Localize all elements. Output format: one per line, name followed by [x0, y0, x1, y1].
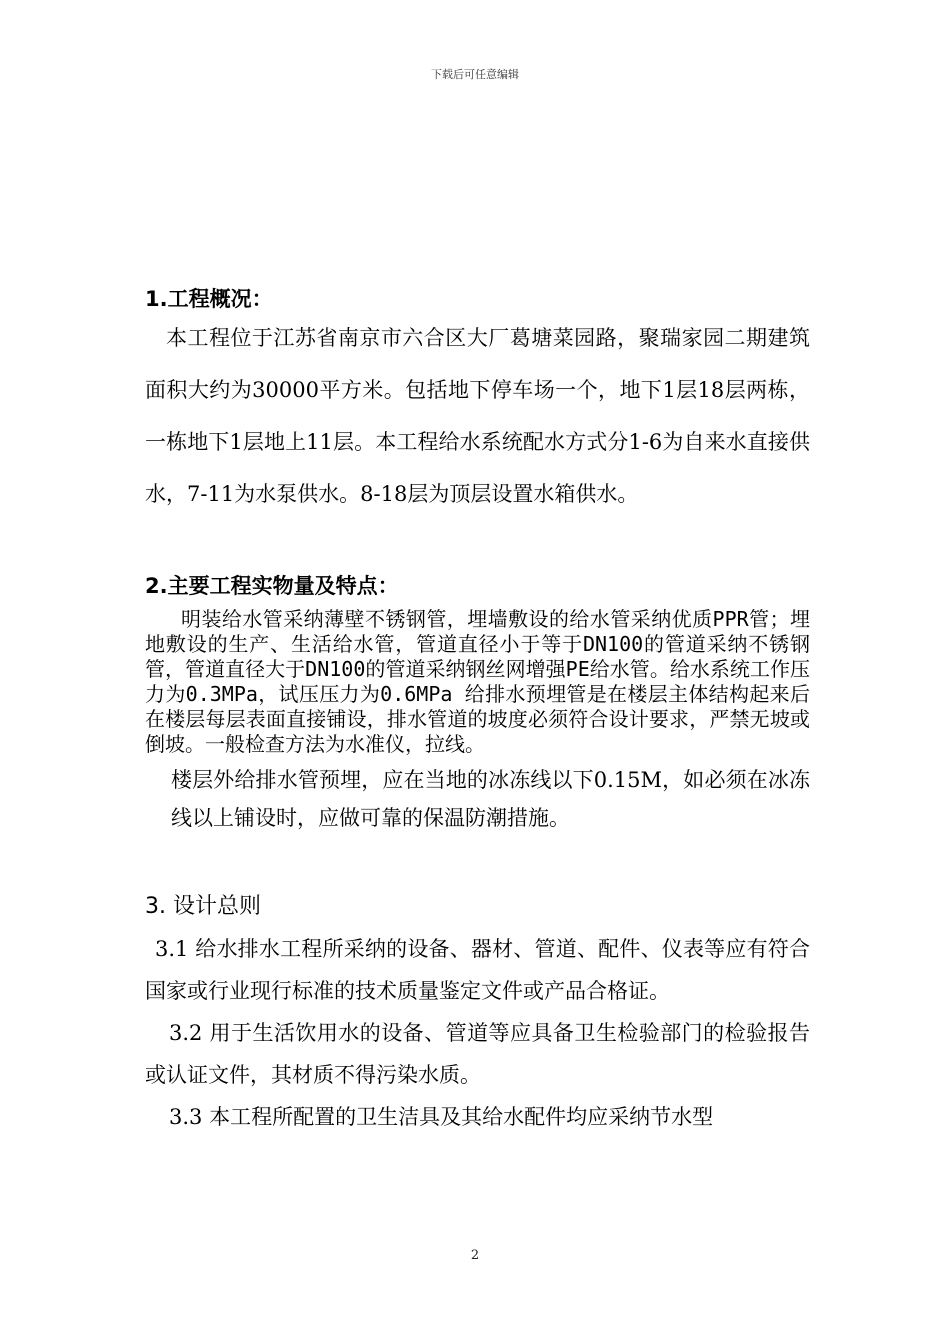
section-paragraph-2: 明装给水管采纳薄壁不锈钢管，埋墙敷设的给水管采纳优质PPR管；埋地敷设的生产、生活给水管，管道直径小于等于DN100的管道采纳不锈钢管，管道直径大于DN100的管道采纳钢丝网增强PE给水管。给水系统工作压力为0.3MPa，试压压力为0.6MPa 给排水预埋管是在楼层主体结构起来后在楼层每层表面直接铺设，排水管道的坡度必须符合设计要求，严禁无坡或倒坡。一般检查方法为水准仪，拉线。 [145, 607, 810, 756]
section-items-3 [145, 928, 810, 1138]
section-paragraph-1 [145, 312, 810, 520]
list-item: 3.1 给水排水工程所采纳的设备、器材、管道、配件、仪表等应有符合国家或行业现行标准的技术质量鉴定文件或产品合格证。 [145, 937, 810, 1003]
section-heading-1: 1.工程概况： [145, 287, 273, 311]
page-number: 2 [470, 1248, 480, 1263]
header-note: 下载后可任意编辑 [431, 68, 519, 81]
document-body [145, 282, 810, 1138]
list-item: 3.3 本工程所配置的卫生洁具及其给水配件均应采纳节水型 [169, 1105, 714, 1129]
section-heading-3: 3. 设计总则 [145, 894, 261, 919]
section-paragraph-2b: 楼层外给排水管预埋，应在当地的冰冻线以下0.15M，如必须在冰冻线以上铺设时，应做可靠的保温防潮措施。 [171, 768, 810, 830]
paragraph-text: 本工程位于江苏省南京市六合区大厂葛塘菜园路，聚瑞家园二期建筑面积大约为30000平方米。包括地下停车场一个，地下1层18层两栋，一栋地下1层地上11层。本工程给水系统配水方式分1-6为自来水直接供水，7-11为水泵供水。8-18层为顶层设置水箱供水。 [145, 326, 810, 506]
section-heading-2: 2.主要工程实物量及特点： [145, 574, 399, 598]
list-item: 3.2 用于生活饮用水的设备、管道等应具备卫生检验部门的检验报告或认证文件，其材质不得污染水质。 [145, 1021, 810, 1087]
